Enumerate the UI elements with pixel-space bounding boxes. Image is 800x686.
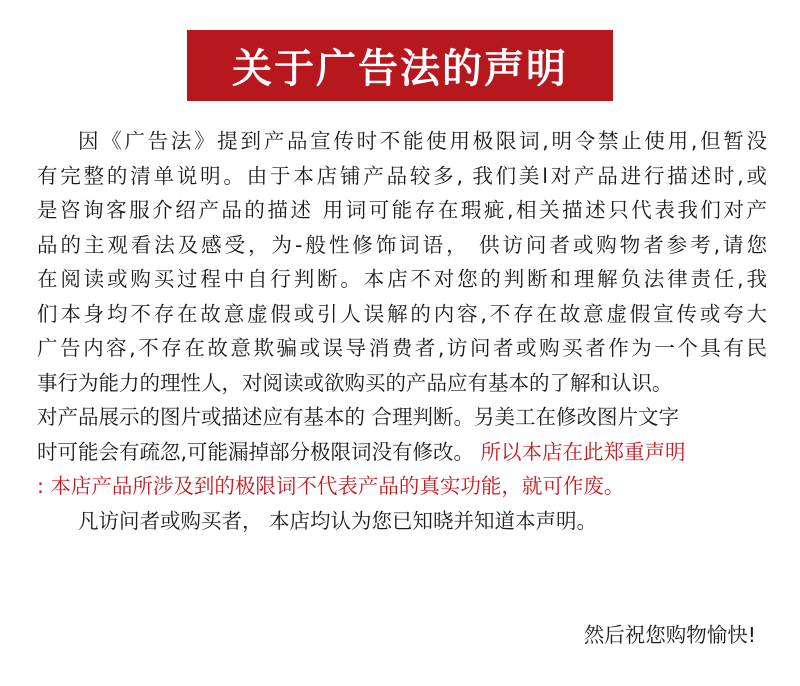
paragraph-line: 们本身均不存在故意虚假或引人误解的内容,不存在故意虚假宣传或夸大 [37, 301, 767, 326]
emphasis-text: 所以本店在此郑重声明 [480, 439, 686, 464]
paragraph-line: 对产品展示的图片或描述应有基本的 合理判断。另美工在修改图片文字 [37, 405, 680, 429]
declaration-body [37, 124, 767, 538]
paragraph-line: 事行为能力的理性人，对阅读或欲购买的产品应有基本的了解和认识。 [37, 370, 673, 395]
paragraph-line: 因《广告法》提到产品宣传时不能使用极限词,明令禁止使用,但暂没 [78, 129, 767, 153]
paragraph-line: 品的主观看法及感受，为-般性修饰词语， 供访问者或购物者参考,请您 [37, 232, 767, 257]
paragraph-line: 是咨询客服介绍产品的描述 用词可能存在瑕疵,相关描述只代表我们对产 [37, 198, 767, 222]
title-banner [187, 30, 613, 101]
emphasis-line: : 本店产品所涉及到的极限词不代表产品的真实功能，就可作废。 [37, 474, 625, 498]
paragraph-line: 有完整的清单说明。由于本店铺产品较多, 我们美l对产品进行描述时,或 [37, 163, 767, 188]
paragraph-line: 在阅读或购买过程中自行判断。本店不对您的判断和理解负法律责任,我 [37, 267, 767, 291]
paragraph-line: 广告内容,不存在故意欺骗或误导消费者,访问者或购买者作为一个具有民 [37, 336, 767, 360]
paragraph-line: 凡访问者或购买者， 本店均认为您已知晓并知道本声明。 [78, 508, 598, 533]
paragraph-text: 时可能会有疏忽,可能漏掉部分极限词没有修改。 [37, 439, 475, 464]
closing-text: 然后祝您购物愉快! [583, 623, 756, 647]
paragraph-line-mixed [37, 435, 767, 470]
page-title: 关于广告法的声明 [232, 46, 568, 92]
